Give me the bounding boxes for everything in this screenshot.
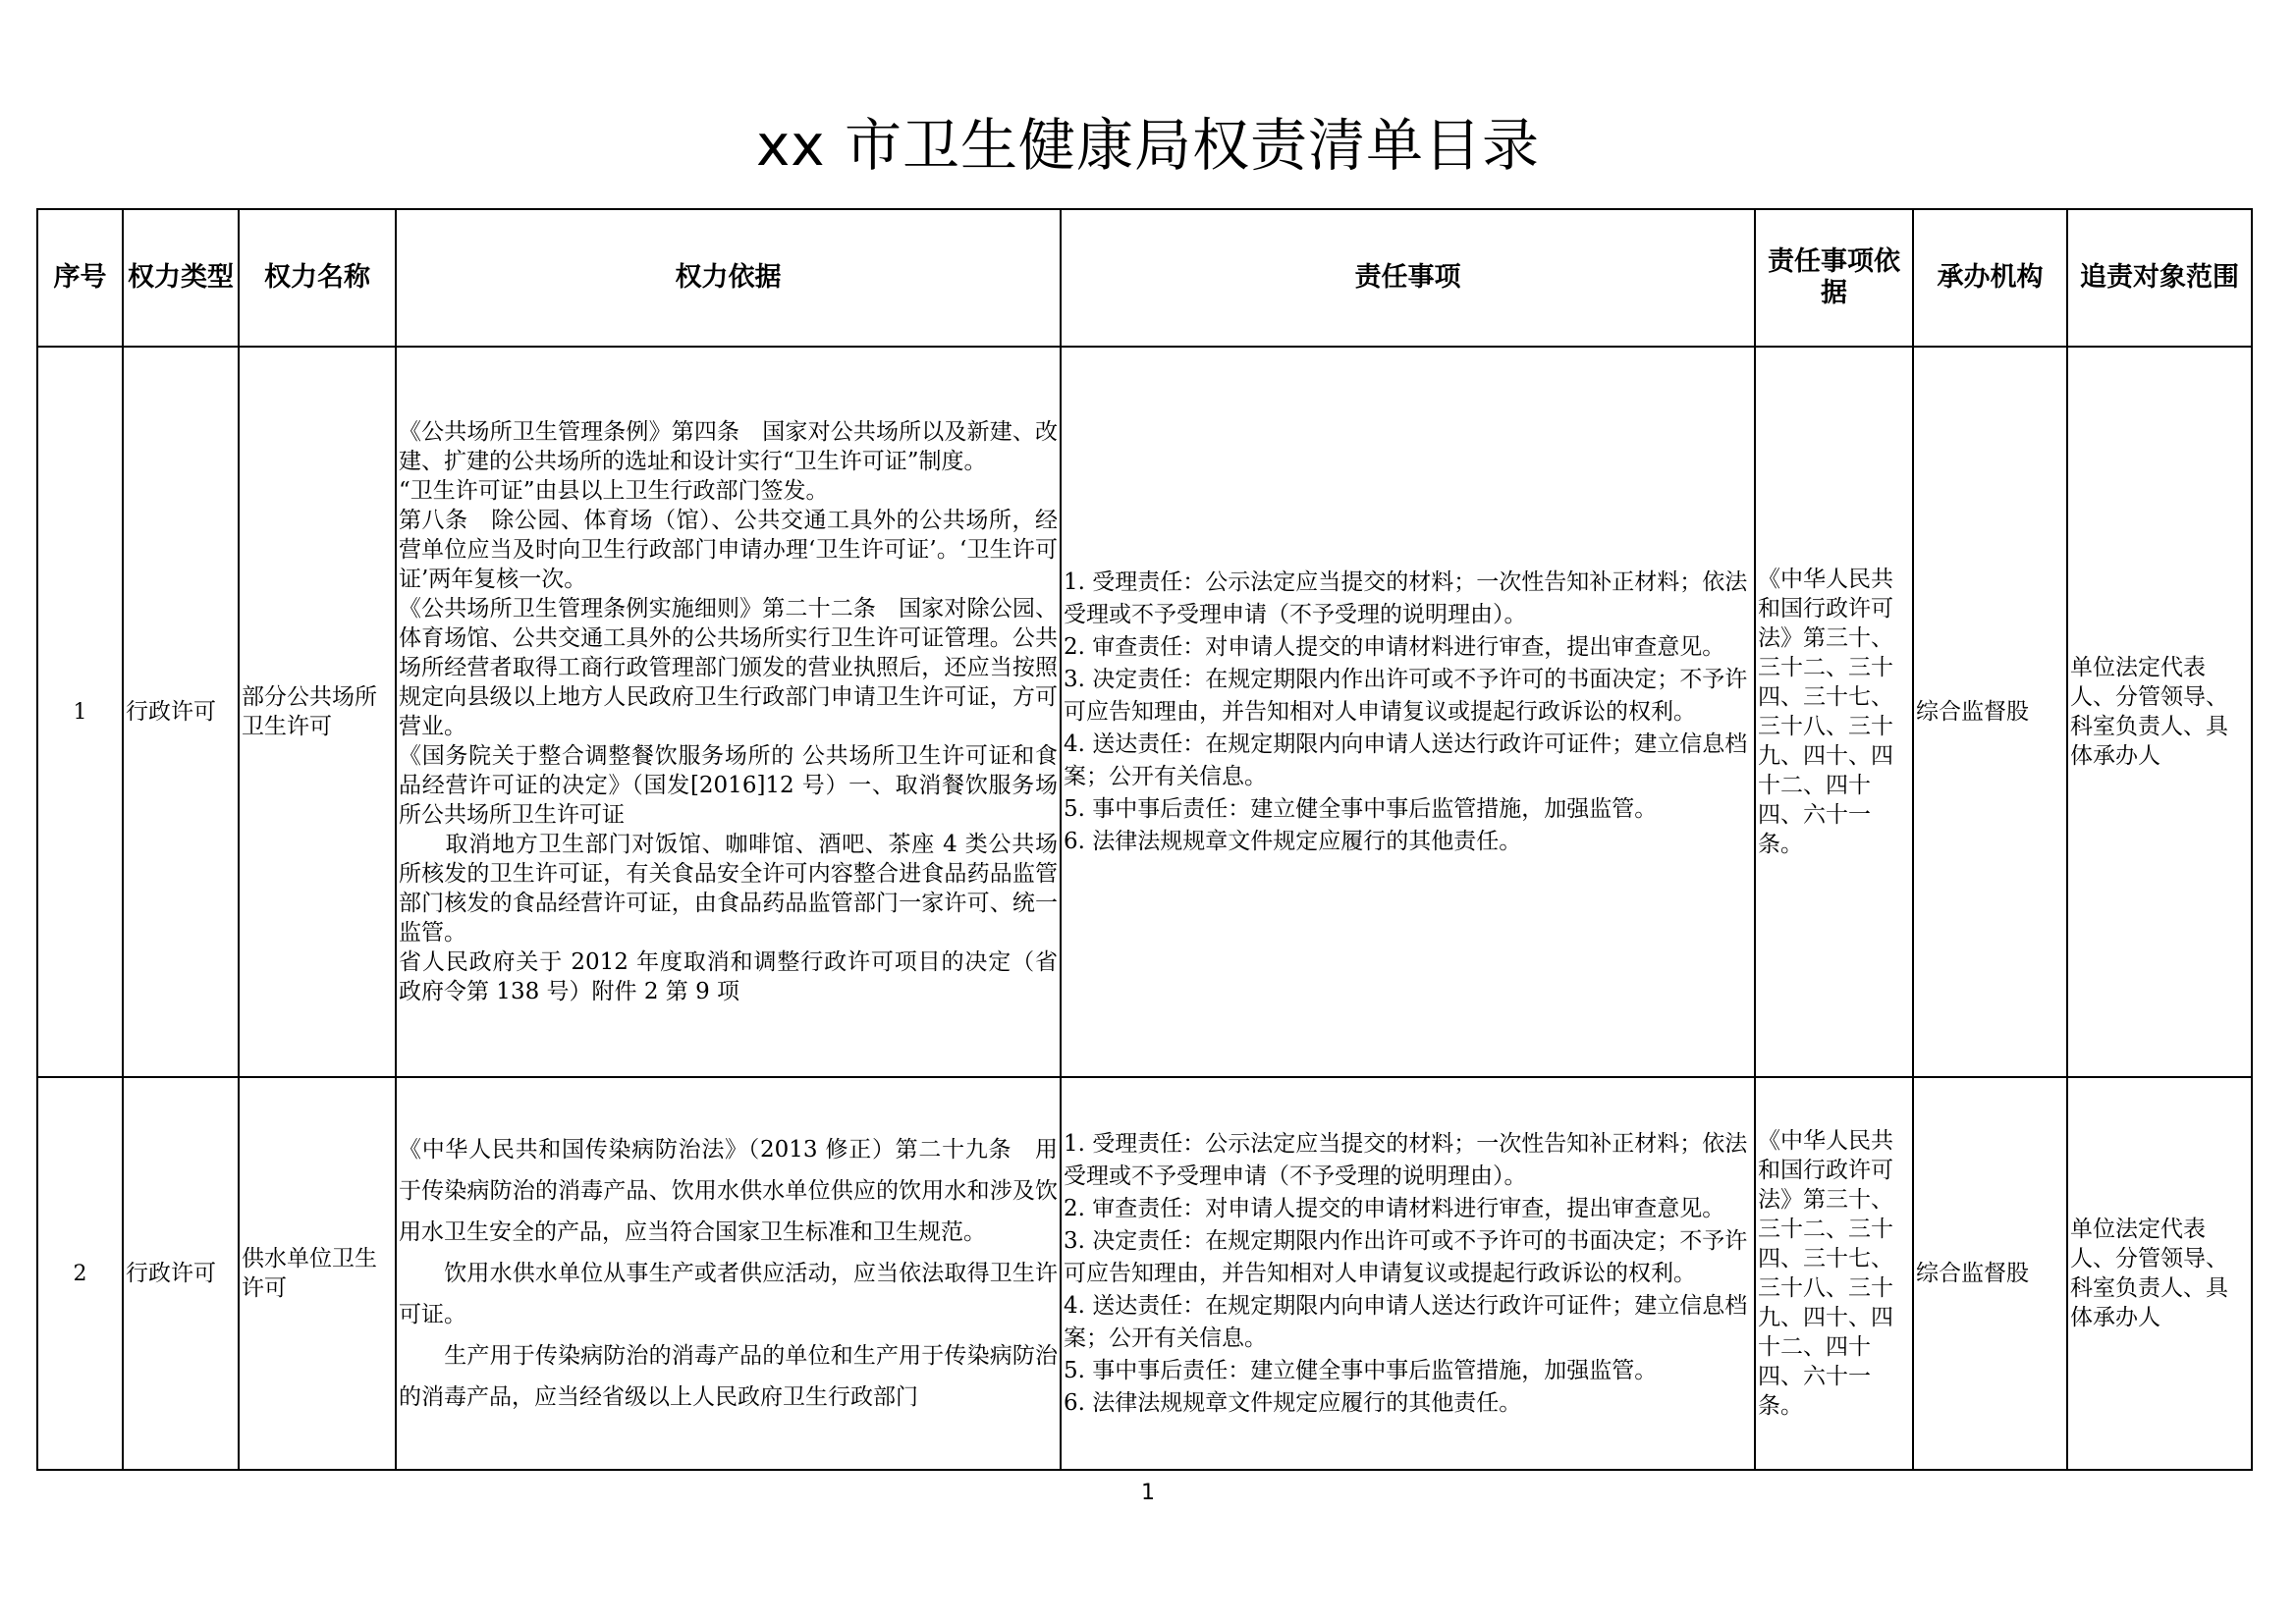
basis-paragraph: 生产用于传染病防治的消毒产品的单位和生产用于传染病防治的消毒产品，应当经省级以上人民政府卫生行政部门 — [399, 1343, 1058, 1410]
resp-item: 5. 事中事后责任：建立健全事中事后监管措施，加强监管。 — [1064, 795, 1658, 822]
header-resp: 责任事项 — [1061, 209, 1755, 347]
header-org: 承办机构 — [1913, 209, 2067, 347]
responsibility-table — [36, 208, 2253, 1471]
table-row — [37, 1077, 2252, 1470]
row-name: 供水单位卫生许可 — [239, 1077, 396, 1470]
resp-item: 3. 决定责任：在规定期限内作出许可或不予许可的书面决定；不予许可应告知理由，并告知相对人申请复议或提起行政诉讼的权利。 — [1064, 1227, 1748, 1286]
basis-paragraph: 《中华人民共和国传染病防治法》（2013 修正）第二十九条 用于传染病防治的消毒产品、饮用水供水单位供应的饮用水和涉及饮用水卫生安全的产品，应当符合国家卫生标准和卫生规范。 — [399, 1137, 1058, 1245]
resp-item: 1. 受理责任：公示法定应当提交的材料；一次性告知补正材料；依法受理或不予受理申请（不予受理的说明理由）。 — [1064, 568, 1748, 627]
basis-paragraph: 第八条 除公园、体育场（馆）、公共交通工具外的公共场所，经营单位应当及时向卫生行政部门申请办理‘卫生许可证’。‘卫生许可证’两年复核一次。 — [399, 508, 1058, 592]
row-seq: 1 — [37, 347, 123, 1077]
row-basis — [396, 1077, 1061, 1470]
row-org: 综合监督股 — [1913, 1077, 2067, 1470]
resp-item: 2. 审查责任：对申请人提交的申请材料进行审查，提出审查意见。 — [1064, 633, 1725, 660]
resp-item: 3. 决定责任：在规定期限内作出许可或不予许可的书面决定；不予许可应告知理由，并告知相对人申请复议或提起行政诉讼的权利。 — [1064, 666, 1748, 725]
row-type: 行政许可 — [123, 347, 239, 1077]
document-title: xx 市卫生健康局权责清单目录 — [755, 112, 1541, 179]
page-number: 1 — [1141, 1481, 1155, 1505]
basis-paragraph: 《公共场所卫生管理条例实施细则》第二十二条 国家对除公园、体育场馆、公共交通工具外的公共场所实行卫生许可证管理。公共场所经营者取得工商行政管理部门颁发的营业执照后，还应当按照规定向县级以上地方人民政府卫生行政部门申请卫生许可证，方可营业。 — [399, 596, 1058, 739]
row-seq: 2 — [37, 1077, 123, 1470]
header-name: 权力名称 — [239, 209, 396, 347]
resp-item: 6. 法律法规规章文件规定应履行的其他责任。 — [1064, 828, 1522, 854]
row-responsibilities — [1061, 1077, 1755, 1470]
row-responsibilities — [1061, 347, 1755, 1077]
resp-item: 1. 受理责任：公示法定应当提交的材料；一次性告知补正材料；依法受理或不予受理申请（不予受理的说明理由）。 — [1064, 1130, 1748, 1189]
row-type: 行政许可 — [123, 1077, 239, 1470]
row-scope: 单位法定代表人、分管领导、科室负责人、具体承办人 — [2067, 1077, 2252, 1470]
basis-paragraph: 饮用水供水单位从事生产或者供应活动，应当依法取得卫生许可证。 — [399, 1261, 1058, 1327]
row-scope: 单位法定代表人、分管领导、科室负责人、具体承办人 — [2067, 347, 2252, 1077]
header-resp-basis: 责任事项依据 — [1755, 209, 1913, 347]
resp-item: 4. 送达责任：在规定期限内向申请人送达行政许可证件；建立信息档案；公开有关信息。 — [1064, 730, 1748, 789]
row-basis — [396, 347, 1061, 1077]
row-org: 综合监督股 — [1913, 347, 2067, 1077]
header-basis: 权力依据 — [396, 209, 1061, 347]
row-name: 部分公共场所卫生许可 — [239, 347, 396, 1077]
basis-paragraph: 取消地方卫生部门对饭馆、咖啡馆、酒吧、茶座 4 类公共场所核发的卫生许可证，有关食品安全许可内容整合进食品药品监管部门核发的食品经营许可证，由食品药品监管部门一家许可、统一监管。 — [399, 832, 1058, 946]
basis-paragraph: 《公共场所卫生管理条例》第四条 国家对公共场所以及新建、改建、扩建的公共场所的选址和设计实行“卫生许可证”制度。 — [399, 419, 1058, 474]
basis-paragraph: 《国务院关于整合调整餐饮服务场所的 公共场所卫生许可证和食品经营许可证的决定》（国发[2016]12 号）一、取消餐饮服务场所公共场所卫生许可证 — [399, 743, 1058, 828]
header-scope: 追责对象范围 — [2067, 209, 2252, 347]
header-type: 权力类型 — [123, 209, 239, 347]
basis-paragraph: 省人民政府关于 2012 年度取消和调整行政许可项目的决定（省政府令第 138 号）附件 2 第 9 项 — [399, 949, 1058, 1004]
resp-item: 6. 法律法规规章文件规定应履行的其他责任。 — [1064, 1389, 1522, 1416]
resp-item: 4. 送达责任：在规定期限内向申请人送达行政许可证件；建立信息档案；公开有关信息。 — [1064, 1292, 1748, 1351]
header-seq: 序号 — [37, 209, 123, 347]
resp-item: 2. 审查责任：对申请人提交的申请材料进行审查，提出审查意见。 — [1064, 1195, 1725, 1221]
row-resp-basis: 《中华人民共和国行政许可法》第三十、三十二、三十四、三十七、三十八、三十九、四十、四十二、四十四、六十一条。 — [1755, 347, 1913, 1077]
basis-paragraph: “卫生许可证”由县以上卫生行政部门签发。 — [399, 478, 829, 504]
table-row — [37, 347, 2252, 1077]
resp-item: 5. 事中事后责任：建立健全事中事后监管措施，加强监管。 — [1064, 1357, 1658, 1383]
table-header-row — [37, 209, 2252, 347]
row-resp-basis: 《中华人民共和国行政许可法》第三十、三十二、三十四、三十七、三十八、三十九、四十、四十二、四十四、六十一条。 — [1755, 1077, 1913, 1470]
